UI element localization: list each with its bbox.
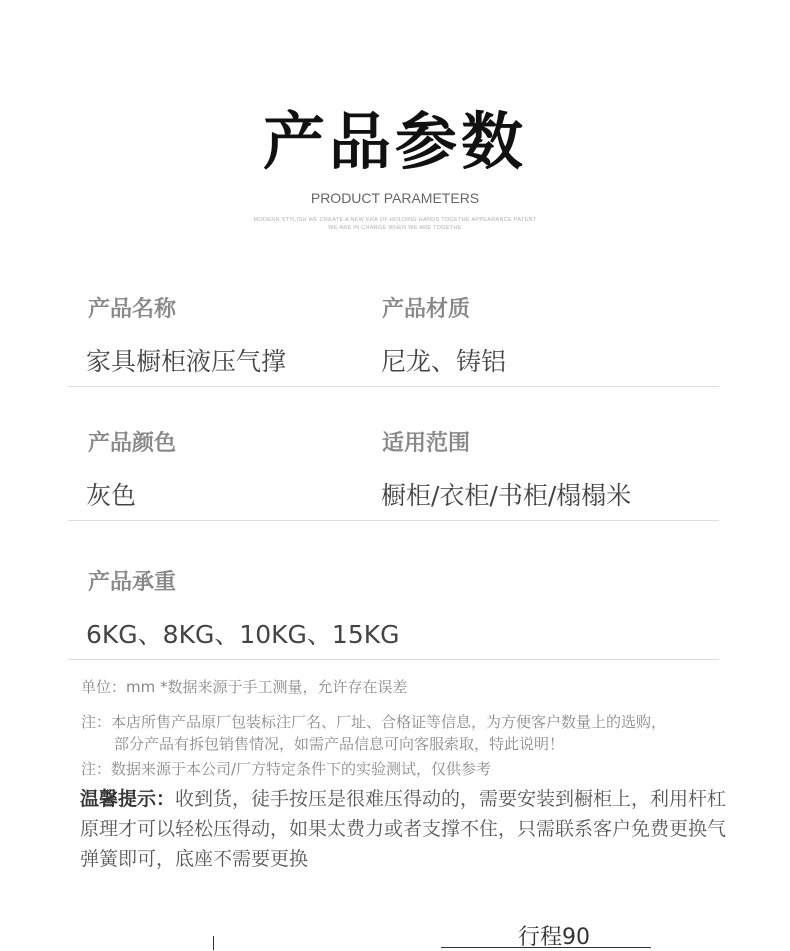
- tagline-line-2: WE ARE IN CHARGE WHEN WE ARE TOGETHE: [328, 225, 462, 231]
- product-scope-value: 橱柜/衣柜/书柜/榻榻米: [381, 481, 632, 510]
- product-material-label: 产品材质: [382, 297, 471, 322]
- product-scope-label: 适用范围: [382, 431, 471, 456]
- spec-row-name-material: [68, 280, 719, 387]
- product-load-label: 产品承重: [88, 570, 177, 595]
- stroke-length-label: 行程90: [518, 925, 590, 950]
- packaging-note-line-2: 部分产品有拆包销售情况，如需产品信息可向客服索取，特此说明！: [114, 735, 565, 753]
- product-color-label: 产品颜色: [88, 431, 177, 456]
- page-title: 产品参数: [262, 105, 527, 178]
- data-source-note: 注：数据来源于本公司/厂方特定条件下的实验测试，仅供参考: [81, 760, 492, 778]
- diagram-tick-mark: [213, 936, 214, 950]
- product-name-value: 家具橱柜液压气撑: [86, 347, 287, 376]
- spec-row-load: [68, 553, 719, 660]
- product-color-value: 灰色: [86, 481, 137, 510]
- warm-tip-text: 收到货，徒手按压是很难压得动的，需要安装到橱柜上，利用杆杠原理才可以轻松压得动，如果太费力或者支撑不住，只需联系客户免费更换气弹簧即可，底座不需要更换: [80, 788, 727, 870]
- packaging-note-line-1: 注：本店所售产品原厂包装标注厂名、厂址、合格证等信息，为方便客户数量上的选购，: [81, 713, 667, 731]
- spec-row-color-scope: [68, 414, 719, 521]
- tagline-line-1: MODERN STYLISH WE CREATE A NEW ERA OF HOLDING HANDS TOGETHE APPEARANCE PATENT: [253, 217, 537, 223]
- warm-tip-label: 温馨提示：: [80, 788, 176, 810]
- product-name-label: 产品名称: [88, 297, 177, 322]
- product-material-value: 尼龙、铸铝: [381, 347, 507, 376]
- warm-tip: [80, 784, 730, 874]
- unit-note: 单位：mm *数据来源于手工测量，允许存在误差: [81, 678, 408, 696]
- product-load-value: 6KG、8KG、10KG、15KG: [86, 620, 400, 649]
- page-subtitle: PRODUCT PARAMETERS: [310, 190, 480, 206]
